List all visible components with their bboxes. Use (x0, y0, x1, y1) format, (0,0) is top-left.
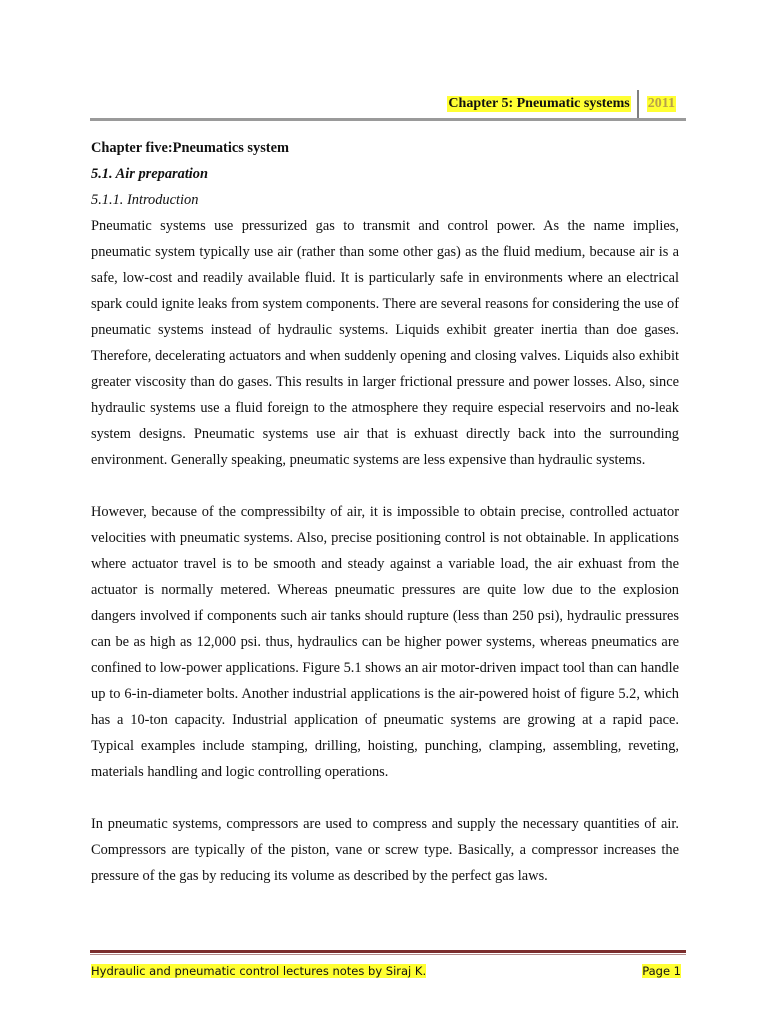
subsection-heading: 5.1.1. Introduction (91, 192, 199, 208)
section-heading: 5.1. Air preparation (91, 166, 209, 182)
paragraph-1: Pneumatic systems use pressurized gas to transmit and control power. As the name implies, pneumatic system typically use air (rather than some other gas) as the fluid medium, because air is a safe, low-cost and readily available fluid. It is particularly safe in environments where an electrical spark could ignite leaks from system components. There are several reasons for considering the use of pneumatic systems instead of hydraulic systems. Liquids exhibit greater inertia than doe gases. Therefore, decelerating actuators and when suddenly opening and closing valves. Liquids also exhibit greater viscosity than do gases. This results in larger frictional pressure and power losses. Also, since hydraulic systems use a fluid foreign to the atmosphere they require especial reservoirs and no-leak system designs. Pneumatic systems use air that is exhuast directly back into the surrounding environment. Generally speaking, pneumatic systems are less expensive than hydraulic systems. (91, 218, 679, 468)
header-rule (90, 118, 686, 121)
header-chapter-title: Chapter 5: Pneumatic systems (448, 96, 630, 111)
footer-credit: Hydraulic and pneumatic control lectures notes by Siraj K. (91, 964, 427, 978)
footer-rule (90, 950, 686, 953)
header-year: 2011 (647, 96, 675, 111)
paragraph-3: In pneumatic systems, compressors are used to compress and supply the necessary quantities of air. Compressors are typically of the piston, vane or screw type. Basically, a compressor increases the pressure of the gas by reducing its volume as described by the perfect gas laws. (91, 816, 679, 884)
paragraph-gap (91, 473, 679, 499)
header-divider (637, 90, 639, 118)
chapter-heading: Chapter five:Pneumatics system (91, 140, 289, 156)
document-body (91, 135, 679, 889)
paragraph-gap (91, 785, 679, 811)
paragraph-2: However, because of the compressibilty of air, it is impossible to obtain precise, controlled actuator velocities with pneumatic systems. Also, precise positioning control is not obtainable. In applications where actuator travel is to be smooth and steady against a variable load, the air exhuast from the actuator is normally metered. Whereas pneumatic pressures are quite low due to the explosion dangers involved if components such air tanks should rupture (less than 250 psi), hydraulic pressures can be as high as 12,000 psi. thus, hydraulics can be higher power systems, whereas pneumatics are confined to low-power applications. Figure 5.1 shows an air motor-driven impact tool than can handle up to 6-in-diameter bolts. Another industrial applications is the air-powered hoist of figure 5.2, which has a 10-ton capacity. Industrial application of pneumatic systems are growing at a rapid pace. Typical examples include stamping, drilling, hoisting, punching, clamping, assembling, reveting, materials handling and logic controlling operations. (91, 504, 679, 780)
page-header (447, 90, 676, 118)
page-number: Page 1 (642, 964, 681, 978)
footer-rule-thin (90, 954, 686, 955)
page-footer (91, 961, 681, 981)
